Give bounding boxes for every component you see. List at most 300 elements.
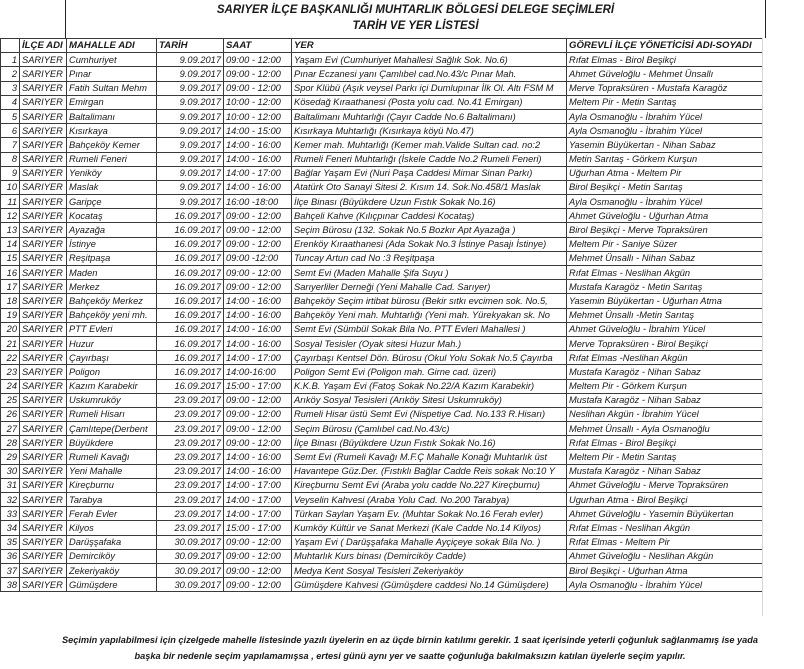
- table-row: [1, 166, 763, 180]
- table-cell[interactable]: Semt Evi (Maden Mahalle Şifa Suyu ): [292, 266, 567, 280]
- table-cell[interactable]: 23.09.2017: [157, 464, 224, 478]
- table-cell[interactable]: 14:00 - 16:00: [224, 294, 292, 308]
- table-cell[interactable]: 14:00 - 16:00: [224, 464, 292, 478]
- table-cell[interactable]: Kireçburnu: [67, 478, 157, 492]
- table-cell[interactable]: 09:00 - 12:00: [224, 578, 292, 592]
- table-cell[interactable]: 09:00 - 12:00: [224, 53, 292, 67]
- table-cell[interactable]: SARIYER: [20, 578, 67, 592]
- table-row: [1, 464, 763, 478]
- table-cell[interactable]: Kocataş: [67, 209, 157, 223]
- table-cell[interactable]: Ayla Osmanoğlu - İbrahim Yücel: [567, 195, 763, 209]
- table-cell[interactable]: 14:00 - 17:00: [224, 507, 292, 521]
- table-cell[interactable]: İlçe Binası (Büyükdere Uzun Fıstık Sokak No.16): [292, 195, 567, 209]
- table-cell[interactable]: Uskumruköy: [67, 393, 157, 407]
- table-cell[interactable]: 28: [1, 436, 20, 450]
- table-cell[interactable]: Gümüşdere Kahvesi (Gümüşdere caddesi No.14 Gümüşdere): [292, 578, 567, 592]
- table-cell[interactable]: SARIYER: [20, 124, 67, 138]
- table-cell[interactable]: Mehmet Ünsallı - Ayla Osmanoğlu: [567, 422, 763, 436]
- table-cell[interactable]: Kumköy Kültür ve Sanat Merkezi (Kale Cadde No.14 Kilyos): [292, 521, 567, 535]
- table-cell[interactable]: SARIYER: [20, 422, 67, 436]
- table-row: [1, 535, 763, 549]
- table-cell[interactable]: Mehmet Ünsallı -Metin Sarıtaş: [567, 308, 763, 322]
- table-cell[interactable]: Bahçeköy yeni mh.: [67, 308, 157, 322]
- table-cell[interactable]: 7: [1, 138, 20, 152]
- table-cell[interactable]: SARIYER: [20, 294, 67, 308]
- table-cell[interactable]: Yeniköy: [67, 166, 157, 180]
- table-cell[interactable]: 09:00 - 12:00: [224, 422, 292, 436]
- table-cell[interactable]: SARIYER: [20, 393, 67, 407]
- column-header[interactable]: [1, 39, 20, 53]
- table-cell[interactable]: 31: [1, 478, 20, 492]
- table-cell[interactable]: SARIYER: [20, 237, 67, 251]
- table-cell[interactable]: Darüşşafaka: [67, 535, 157, 549]
- table-cell[interactable]: Ahmet Güveloğlu - Uğurhan Atma: [567, 209, 763, 223]
- table-cell[interactable]: 11: [1, 195, 20, 209]
- table-cell[interactable]: Rumeli Hisar üstü Semt Evi (Nispetiye Cad. No.133 R.Hisarı): [292, 407, 567, 421]
- table-cell[interactable]: 16.09.2017: [157, 223, 224, 237]
- column-header[interactable]: TARİH: [157, 39, 224, 53]
- table-cell[interactable]: Ayla Osmanoğlu - İbrahim Yücel: [567, 109, 763, 123]
- table-cell[interactable]: 23.09.2017: [157, 478, 224, 492]
- table-cell[interactable]: Meltem Pir - Metin Sarıtaş: [567, 450, 763, 464]
- table-cell[interactable]: 33: [1, 507, 20, 521]
- table-cell[interactable]: Reşitpaşa: [67, 251, 157, 265]
- header-right-border: [765, 0, 766, 38]
- table-cell[interactable]: Merve Topraksüren - Birol Beşikçi: [567, 336, 763, 350]
- table-cell[interactable]: Kazım Karabekir: [67, 379, 157, 393]
- table-cell[interactable]: Poligon: [67, 365, 157, 379]
- table-cell[interactable]: 16.09.2017: [157, 237, 224, 251]
- table-cell[interactable]: Yasemin Büyükertan - Uğurhan Atma: [567, 294, 763, 308]
- table-cell[interactable]: SARIYER: [20, 521, 67, 535]
- table-cell[interactable]: Atatürk Oto Sanayi Sitesi 2. Kısım 14. Sok.No.458/1 Maslak: [292, 180, 567, 194]
- table-cell[interactable]: 14:00 - 16:00: [224, 180, 292, 194]
- table-row: [1, 195, 763, 209]
- table-row: [1, 521, 763, 535]
- table-cell[interactable]: Zekeriyaköy: [67, 563, 157, 577]
- table-cell[interactable]: 9.09.2017: [157, 53, 224, 67]
- table-cell[interactable]: 20: [1, 322, 20, 336]
- table-cell[interactable]: Arıköy Sosyal Tesisleri (Arıköy Sitesi Uskumruköy): [292, 393, 567, 407]
- table-cell[interactable]: 14:00 - 16:00: [224, 322, 292, 336]
- table-cell[interactable]: Mustafa Karagöz - Metin Sarıtaş: [567, 280, 763, 294]
- footer-note-line: başka bir nedenle seçim yapılamamışsa , ertesi günü aynı yer ve saatte çoğunluğa bakılmaksızın katılan üyelerle seçim yapılır.: [134, 651, 686, 661]
- table-cell[interactable]: 09:00 - 12:00: [224, 280, 292, 294]
- table-cell[interactable]: Kireçburnu Semt Evi (Araba yolu cadde No.227 Kireçburnu): [292, 478, 567, 492]
- table-cell[interactable]: 23.09.2017: [157, 393, 224, 407]
- table-cell[interactable]: Rumeli Feneri Muhtarlığı (İskele Cadde No.2 Rumeli Feneri): [292, 152, 567, 166]
- table-cell[interactable]: 30.09.2017: [157, 563, 224, 577]
- column-header[interactable]: YER: [292, 39, 567, 53]
- table-cell[interactable]: 16.09.2017: [157, 280, 224, 294]
- column-header[interactable]: İLÇE ADI: [20, 39, 67, 53]
- table-cell[interactable]: 14:00 - 16:00: [224, 450, 292, 464]
- table-cell[interactable]: Merkez: [67, 280, 157, 294]
- header-left-cell: [0, 0, 66, 38]
- table-cell[interactable]: Tuncay Artun cad No :3 Reşitpaşa: [292, 251, 567, 265]
- table-cell[interactable]: 13: [1, 223, 20, 237]
- table-cell[interactable]: 32: [1, 493, 20, 507]
- table-cell[interactable]: 16.09.2017: [157, 251, 224, 265]
- table-cell[interactable]: 09:00 - 12:00: [224, 67, 292, 81]
- table-cell[interactable]: SARIYER: [20, 209, 67, 223]
- table-cell[interactable]: SARIYER: [20, 436, 67, 450]
- table-row: [1, 109, 763, 123]
- table-cell[interactable]: Mustafa Karagöz - Nihan Sabaz: [567, 464, 763, 478]
- table-cell[interactable]: 5: [1, 109, 20, 123]
- table-cell[interactable]: 26: [1, 407, 20, 421]
- table-cell[interactable]: 14:00 - 16:00: [224, 152, 292, 166]
- table-cell[interactable]: SARIYER: [20, 351, 67, 365]
- table-cell[interactable]: 09:00 - 12:00: [224, 436, 292, 450]
- table-cell[interactable]: Ahmet Güveloğlu - Neslihan Akgün: [567, 549, 763, 563]
- table-cell[interactable]: Rumeli Feneri: [67, 152, 157, 166]
- table-cell[interactable]: SARIYER: [20, 251, 67, 265]
- table-cell[interactable]: 16: [1, 266, 20, 280]
- table-cell[interactable]: 9.09.2017: [157, 109, 224, 123]
- table-cell[interactable]: 09:00 - 12:00: [224, 209, 292, 223]
- table-cell[interactable]: SARIYER: [20, 365, 67, 379]
- column-header[interactable]: MAHALLE ADI: [67, 39, 157, 53]
- table-cell[interactable]: Çayırbaşı Kentsel Dön. Bürosu (Okul Yolu Sokak No.5 Çayırba: [292, 351, 567, 365]
- table-cell[interactable]: Maslak: [67, 180, 157, 194]
- table-cell[interactable]: Merve Topraksüren - Mustafa Karagöz: [567, 81, 763, 95]
- table-cell[interactable]: 09:00 - 12:00: [224, 266, 292, 280]
- table-cell[interactable]: 23.09.2017: [157, 493, 224, 507]
- table-cell[interactable]: Erenköy Kıraathanesi (Ada Sokak No.3 İstinye Pasajı İstinye): [292, 237, 567, 251]
- table-row: [1, 152, 763, 166]
- table-cell[interactable]: 9.09.2017: [157, 124, 224, 138]
- table-cell[interactable]: 23.09.2017: [157, 507, 224, 521]
- table-cell[interactable]: Uğurhan Atma - Meltem Pir: [567, 166, 763, 180]
- table-row: [1, 81, 763, 95]
- table-cell[interactable]: SARIYER: [20, 138, 67, 152]
- table-cell[interactable]: Bahçeköy Seçim irtibat bürosu (Bekir sıtkı evcimen sok. No.5,: [292, 294, 567, 308]
- table-cell[interactable]: Ahmet Güveloğlu - Yasemin Büyükertan: [567, 507, 763, 521]
- table-cell[interactable]: Meltem Pir - Metin Sarıtaş: [567, 95, 763, 109]
- table-cell[interactable]: Metin Sarıtaş - Görkem Kurşun: [567, 152, 763, 166]
- table-cell[interactable]: 10:00 - 12:00: [224, 109, 292, 123]
- table-cell[interactable]: Medya Kent Sosyal Tesisleri Zekeriyaköy: [292, 563, 567, 577]
- table-cell[interactable]: Fatih Sultan Mehm: [67, 81, 157, 95]
- table-cell[interactable]: 09:00 - 12:00: [224, 237, 292, 251]
- column-header[interactable]: SAAT: [224, 39, 292, 53]
- table-cell[interactable]: Meltem Pir - Görkem Kurşun: [567, 379, 763, 393]
- column-header[interactable]: GÖREVLİ İLÇE YÖNETİCİSİ ADI-SOYADI: [567, 39, 763, 53]
- table-cell[interactable]: 38: [1, 578, 20, 592]
- table-cell[interactable]: Sosyal Tesisler (Oyak sitesi Huzur Mah.): [292, 336, 567, 350]
- table-cell[interactable]: 30.09.2017: [157, 535, 224, 549]
- table-cell[interactable]: 09:00 - 12:00: [224, 549, 292, 563]
- table-cell[interactable]: 09:00 - 12:00: [224, 81, 292, 95]
- table-cell[interactable]: 23.09.2017: [157, 407, 224, 421]
- table-cell[interactable]: Seçim Bürosu (132. Sokak No.5 Bozkır Apt Ayazağa ): [292, 223, 567, 237]
- table-cell[interactable]: Yaşam Evi (Cumhuriyet Mahallesi Sağlık Sok. No.6): [292, 53, 567, 67]
- table-cell[interactable]: Çamlıtepe(Derbent: [67, 422, 157, 436]
- table-cell[interactable]: 14:00 - 17:00: [224, 351, 292, 365]
- table-cell[interactable]: Birol Beşikçi - Metin Sarıtaş: [567, 180, 763, 194]
- table-cell[interactable]: Kısırkaya Muhtarlığı (Kısırkaya köyü No.47): [292, 124, 567, 138]
- table-cell[interactable]: 16.09.2017: [157, 322, 224, 336]
- table-cell[interactable]: Cumhuriyet: [67, 53, 157, 67]
- table-cell[interactable]: SARIYER: [20, 478, 67, 492]
- table-cell[interactable]: 09:00 - 12:00: [224, 563, 292, 577]
- table-cell[interactable]: Bahçeköy Merkez: [67, 294, 157, 308]
- table-cell[interactable]: SARIYER: [20, 152, 67, 166]
- table-cell[interactable]: 6: [1, 124, 20, 138]
- table-cell[interactable]: 23.09.2017: [157, 436, 224, 450]
- table-cell[interactable]: SARIYER: [20, 266, 67, 280]
- table-cell[interactable]: SARIYER: [20, 223, 67, 237]
- table-cell[interactable]: Semt Evi (Sümbül Sokak Bila No. PTT Evleri Mahallesi ): [292, 322, 567, 336]
- table-cell[interactable]: Mustafa Karagöz - Nihan Sabaz: [567, 365, 763, 379]
- table-cell[interactable]: 24: [1, 379, 20, 393]
- table-row: [1, 280, 763, 294]
- table-cell[interactable]: 10:00 - 12:00: [224, 95, 292, 109]
- table-cell[interactable]: 29: [1, 450, 20, 464]
- table-cell[interactable]: Ferah Evler: [67, 507, 157, 521]
- table-cell[interactable]: 22: [1, 351, 20, 365]
- table-cell[interactable]: 09:00 - 12:00: [224, 535, 292, 549]
- table-cell[interactable]: 9.09.2017: [157, 180, 224, 194]
- table-cell[interactable]: Rıfat Elmas - Meltem Pir: [567, 535, 763, 549]
- table-cell[interactable]: Ayazağa: [67, 223, 157, 237]
- table-cell[interactable]: 37: [1, 563, 20, 577]
- table-cell[interactable]: Havantepe Güz.Der. (Fıstıklı Bağlar Cadde Reis sokak No:10 Y: [292, 464, 567, 478]
- table-cell[interactable]: 16.09.2017: [157, 365, 224, 379]
- table-cell[interactable]: K.K.B. Yaşam Evi (Fatoş Sokak No.22/A Kazım Karabekir): [292, 379, 567, 393]
- table-cell[interactable]: 14:00 - 17:00: [224, 166, 292, 180]
- table-cell[interactable]: 9.09.2017: [157, 152, 224, 166]
- table-cell[interactable]: 14:00 - 16:00: [224, 308, 292, 322]
- table-cell[interactable]: Yaşam Evi ( Darüşşafaka Mahalle Ayçiçeye sokak Bila No. ): [292, 535, 567, 549]
- table-cell[interactable]: 16:00 -18:00: [224, 195, 292, 209]
- table-cell[interactable]: 35: [1, 535, 20, 549]
- table-cell[interactable]: Bağlar Yaşam Evi (Nuri Paşa Caddesi Mimar Sinan Parkı): [292, 166, 567, 180]
- table-cell[interactable]: 9.09.2017: [157, 95, 224, 109]
- table-cell[interactable]: 3: [1, 81, 20, 95]
- table-cell[interactable]: 14:00 - 17:00: [224, 478, 292, 492]
- table-cell[interactable]: 23: [1, 365, 20, 379]
- table-cell[interactable]: SARIYER: [20, 308, 67, 322]
- table-cell[interactable]: SARIYER: [20, 493, 67, 507]
- table-cell[interactable]: 9.09.2017: [157, 81, 224, 95]
- table-cell[interactable]: 30: [1, 464, 20, 478]
- table-row: [1, 393, 763, 407]
- table-row: [1, 578, 763, 592]
- table-cell[interactable]: SARIYER: [20, 67, 67, 81]
- table-row: [1, 138, 763, 152]
- table-cell[interactable]: Rıfat Elmas -Neslihan Akgün: [567, 351, 763, 365]
- table-cell[interactable]: Bahçeköy Kemer: [67, 138, 157, 152]
- table-cell[interactable]: 8: [1, 152, 20, 166]
- table-cell[interactable]: 09:00 - 12:00: [224, 393, 292, 407]
- table-cell[interactable]: SARIYER: [20, 549, 67, 563]
- table-cell[interactable]: Kilyos: [67, 521, 157, 535]
- table-cell[interactable]: İlçe Binası (Büyükdere Uzun Fıstık Sokak No.16): [292, 436, 567, 450]
- table-cell[interactable]: SARIYER: [20, 166, 67, 180]
- table-cell[interactable]: Rumeli Kavağı: [67, 450, 157, 464]
- table-cell[interactable]: SARIYER: [20, 180, 67, 194]
- table-cell[interactable]: 16.09.2017: [157, 294, 224, 308]
- table-cell[interactable]: PTT Evleri: [67, 322, 157, 336]
- table-cell[interactable]: SARIYER: [20, 379, 67, 393]
- table-cell[interactable]: 15:00 - 17:00: [224, 379, 292, 393]
- table-cell[interactable]: Bahçeköy Yeni mah. Muhtarlığı (Yeni mah. Yürekyakan sk. No: [292, 308, 567, 322]
- table-row: [1, 478, 763, 492]
- table-cell[interactable]: Kısırkaya: [67, 124, 157, 138]
- table-cell[interactable]: 16.09.2017: [157, 209, 224, 223]
- table-cell[interactable]: 23.09.2017: [157, 521, 224, 535]
- table-cell[interactable]: 09:00 -12:00: [224, 251, 292, 265]
- table-cell[interactable]: Pınar Eczanesi yanı Çamlıbel cad.No.43/c Pınar Mah.: [292, 67, 567, 81]
- table-cell[interactable]: Yasemin Büyükertan - Nihan Sabaz: [567, 138, 763, 152]
- table-cell[interactable]: 21: [1, 336, 20, 350]
- table-cell[interactable]: Emirgan: [67, 95, 157, 109]
- table-cell[interactable]: Baltalimanı: [67, 109, 157, 123]
- table-cell[interactable]: Rumeli Hisarı: [67, 407, 157, 421]
- table-cell[interactable]: 9.09.2017: [157, 67, 224, 81]
- table-cell[interactable]: 2: [1, 67, 20, 81]
- table-cell[interactable]: SARIYER: [20, 53, 67, 67]
- table-cell[interactable]: Poligon Semt Evi (Poligon mah. Girne cad. üzeri): [292, 365, 567, 379]
- table-cell[interactable]: Rıfat Elmas - Birol Beşikçi: [567, 436, 763, 450]
- table-cell[interactable]: Ahmet Güveloğlu - İbrahim Yücel: [567, 322, 763, 336]
- table-cell[interactable]: 15: [1, 251, 20, 265]
- table-cell[interactable]: 27: [1, 422, 20, 436]
- table-cell[interactable]: SARIYER: [20, 280, 67, 294]
- table-cell[interactable]: 16.09.2017: [157, 379, 224, 393]
- table-cell[interactable]: 12: [1, 209, 20, 223]
- table-cell[interactable]: 23.09.2017: [157, 450, 224, 464]
- table-cell[interactable]: 16.09.2017: [157, 308, 224, 322]
- table-cell[interactable]: SARIYER: [20, 563, 67, 577]
- table-cell[interactable]: 9.09.2017: [157, 166, 224, 180]
- table-cell[interactable]: 14:00 - 16:00: [224, 336, 292, 350]
- table-row: [1, 223, 763, 237]
- table-cell[interactable]: Çayırbaşı: [67, 351, 157, 365]
- table-cell[interactable]: 9.09.2017: [157, 195, 224, 209]
- table-cell[interactable]: Rıfat Elmas - Birol Beşikçi: [567, 53, 763, 67]
- table-cell[interactable]: 9.09.2017: [157, 138, 224, 152]
- table-cell[interactable]: Maden: [67, 266, 157, 280]
- table-row: [1, 95, 763, 109]
- table-cell[interactable]: Kösedağ Kıraathanesi (Posta yolu cad. No.41 Emirgan): [292, 95, 567, 109]
- table-cell[interactable]: Rıfat Elmas - Neslihan Akgün: [567, 521, 763, 535]
- table-cell[interactable]: SARIYER: [20, 109, 67, 123]
- table-cell[interactable]: Ayla Osmanoğlu - İbrahim Yücel: [567, 578, 763, 592]
- table-cell[interactable]: 34: [1, 521, 20, 535]
- table-row: [1, 493, 763, 507]
- table-cell[interactable]: Türkan Saylan Yaşam Ev. (Muhtar Sokak No.16 Ferah evler): [292, 507, 567, 521]
- table-cell[interactable]: Ahmet Güveloğlu - Merve Topraksüren: [567, 478, 763, 492]
- table-cell[interactable]: 4: [1, 95, 20, 109]
- table-cell[interactable]: SARIYER: [20, 322, 67, 336]
- table-cell[interactable]: Rıfat Elmas - Neslihan Akgün: [567, 266, 763, 280]
- table-cell[interactable]: Birol Beşikçi - Uğurhan Atma: [567, 563, 763, 577]
- table-cell[interactable]: İstinye: [67, 237, 157, 251]
- table-cell[interactable]: Baltalimanı Muhtarlığı (Çayır Cadde No.6 Baltalimanı): [292, 109, 567, 123]
- table-cell[interactable]: 15:00 - 17:00: [224, 521, 292, 535]
- table-cell[interactable]: Yeni Mahalle: [67, 464, 157, 478]
- table-cell[interactable]: SARIYER: [20, 195, 67, 209]
- table-cell[interactable]: Sarıyerliler Derneği (Yeni Mahalle Cad. Sarıyer): [292, 280, 567, 294]
- table-cell[interactable]: 25: [1, 393, 20, 407]
- table-cell[interactable]: SARIYER: [20, 507, 67, 521]
- table-row: [1, 379, 763, 393]
- table-cell[interactable]: Kemer mah. Muhtarlığı (Kemer mah.Valide Sultan cad. no:2: [292, 138, 567, 152]
- table-cell[interactable]: 14: [1, 237, 20, 251]
- table-cell[interactable]: Seçim Bürosu (Çamlıbel cad.No.43/c): [292, 422, 567, 436]
- footer-note: [40, 632, 780, 664]
- table-row: [1, 266, 763, 280]
- table-cell[interactable]: 17: [1, 280, 20, 294]
- table-row: [1, 209, 763, 223]
- table-cell[interactable]: Meltem Pir - Saniye Süzer: [567, 237, 763, 251]
- table-cell[interactable]: SARIYER: [20, 95, 67, 109]
- table-cell[interactable]: Ugurhan Atma - Birol Beşikçi: [567, 493, 763, 507]
- table-cell[interactable]: 16.09.2017: [157, 351, 224, 365]
- table-cell[interactable]: 14:00-16:00: [224, 365, 292, 379]
- table-row: [1, 251, 763, 265]
- table-cell[interactable]: SARIYER: [20, 464, 67, 478]
- table-cell[interactable]: Demirciköy: [67, 549, 157, 563]
- table-cell[interactable]: Pınar: [67, 67, 157, 81]
- table-cell[interactable]: Huzur: [67, 336, 157, 350]
- extra-column-gridline: [762, 38, 763, 616]
- table-cell[interactable]: 30.09.2017: [157, 549, 224, 563]
- table-cell[interactable]: Birol Beşikçi - Merve Topraksüren: [567, 223, 763, 237]
- table-cell[interactable]: Mustafa Karagöz - Nihan Sabaz: [567, 393, 763, 407]
- table-cell[interactable]: Ayla Osmanoğlu - İbrahim Yücel: [567, 124, 763, 138]
- table-cell[interactable]: SARIYER: [20, 81, 67, 95]
- table-cell[interactable]: Gümüşdere: [67, 578, 157, 592]
- table-cell[interactable]: Semt Evi (Rumeli Kavağı M.F.Ç Mahalle Konağı Muhtarlık üst: [292, 450, 567, 464]
- table-cell[interactable]: 30.09.2017: [157, 578, 224, 592]
- table-cell[interactable]: 14:00 - 15:00: [224, 124, 292, 138]
- table-cell[interactable]: Veyselin Kahvesi (Araba Yolu Cad. No.200 Tarabya): [292, 493, 567, 507]
- table-cell[interactable]: Ahmet Güveloğlu - Mehmet Ünsallı: [567, 67, 763, 81]
- table-cell[interactable]: Neslihan Akgün - İbrahim Yücel: [567, 407, 763, 421]
- table-cell[interactable]: SARIYER: [20, 450, 67, 464]
- table-cell[interactable]: 16.09.2017: [157, 336, 224, 350]
- table-cell[interactable]: SARIYER: [20, 407, 67, 421]
- table-cell[interactable]: 9: [1, 166, 20, 180]
- table-cell[interactable]: Büyükdere: [67, 436, 157, 450]
- table-cell[interactable]: SARIYER: [20, 535, 67, 549]
- table-cell[interactable]: 10: [1, 180, 20, 194]
- table-cell[interactable]: Tarabya: [67, 493, 157, 507]
- table-cell[interactable]: Muhtarlık Kurs binası (Demirciköy Cadde): [292, 549, 567, 563]
- table-cell[interactable]: Spor Klübü (Aşık veysel Parkı içi Dumlupınar İlk Ol. Altı FSM M: [292, 81, 567, 95]
- table-cell[interactable]: 14:00 - 16:00: [224, 138, 292, 152]
- table-cell[interactable]: Bahçeli Kahve (Kılıçpınar Caddesi Kocataş): [292, 209, 567, 223]
- table-cell[interactable]: 09:00 - 12:00: [224, 223, 292, 237]
- table-cell[interactable]: 36: [1, 549, 20, 563]
- table-cell[interactable]: SARIYER: [20, 336, 67, 350]
- table-cell[interactable]: 14:00 - 17:00: [224, 493, 292, 507]
- table-cell[interactable]: 16.09.2017: [157, 266, 224, 280]
- table-cell[interactable]: Mehmet Ünsallı - Nihan Sabaz: [567, 251, 763, 265]
- table-cell[interactable]: 18: [1, 294, 20, 308]
- table-cell[interactable]: 1: [1, 53, 20, 67]
- footer-note-line: Seçimin yapılabilmesi için çizelgede mahelle listesinde yazılı üyelerin en az üçde birnin katılımı gerekir. 1 saat içerisinde yeterli çoğunluk sağlanmamış ise yada: [62, 635, 758, 645]
- table-cell[interactable]: 23.09.2017: [157, 422, 224, 436]
- table-cell[interactable]: 19: [1, 308, 20, 322]
- schedule-table: [0, 38, 763, 592]
- table-cell[interactable]: Garipçe: [67, 195, 157, 209]
- table-cell[interactable]: 09:00 - 12:00: [224, 407, 292, 421]
